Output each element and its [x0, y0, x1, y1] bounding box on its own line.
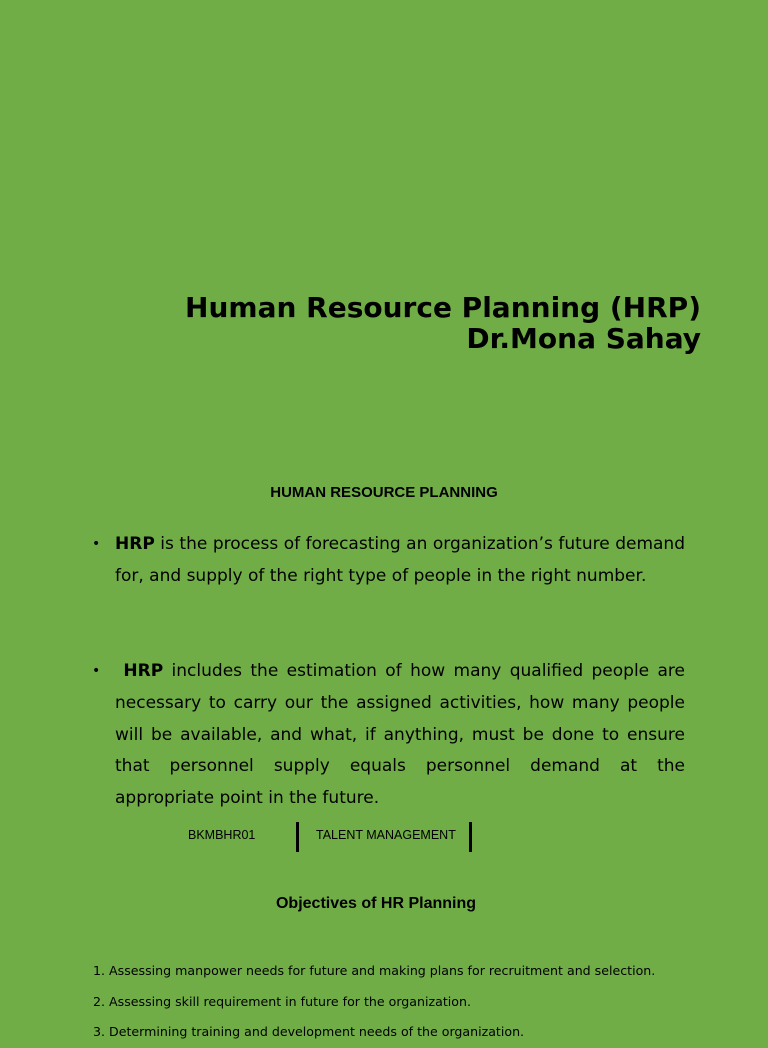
bullet-body: [115, 656, 685, 815]
slide-footer: [0, 822, 768, 852]
footer-divider: [296, 822, 299, 852]
objective-item: 1. Assessing manpower needs for future and making plans for recruitment and selection.: [93, 963, 656, 978]
objective-item: 2. Assessing skill requirement in future for the organization.: [93, 993, 471, 1009]
objectives-heading: Objectives of HR Planning: [275, 895, 477, 912]
objectives-list: [93, 956, 655, 1048]
bullet-marker: •: [92, 663, 101, 679]
bullet-item: [92, 529, 685, 593]
bullet-term: HRP: [115, 534, 155, 554]
bullet-body: [115, 529, 685, 593]
bullet-term: HRP: [123, 661, 164, 681]
course-code: BKMBHR01: [188, 828, 256, 842]
presenter-name: Dr.Mona Sahay: [466, 322, 701, 355]
footer-divider: [469, 822, 472, 852]
section-heading: HUMAN RESOURCE PLANNING: [270, 484, 498, 501]
bullet-marker: •: [92, 536, 101, 552]
bullet-text: includes the estimation of how many qualified people are necessary to carry our the assigned activities, how many people will be available, and what, if anything, must be done to ensure that personnel supply equals personnel demand at the appropriate point in the future.: [115, 661, 685, 809]
title-block: [185, 292, 701, 354]
presentation-title: Human Resource Planning (HRP): [185, 291, 701, 324]
objective-item: 3. Determining training and development needs of the organization.: [93, 1024, 525, 1039]
bullet-item: [92, 656, 685, 815]
bullet-text: is the process of forecasting an organization’s future demand for, and supply of the right type of people in the right number.: [115, 534, 685, 586]
course-name: TALENT MANAGEMENT: [316, 828, 456, 842]
